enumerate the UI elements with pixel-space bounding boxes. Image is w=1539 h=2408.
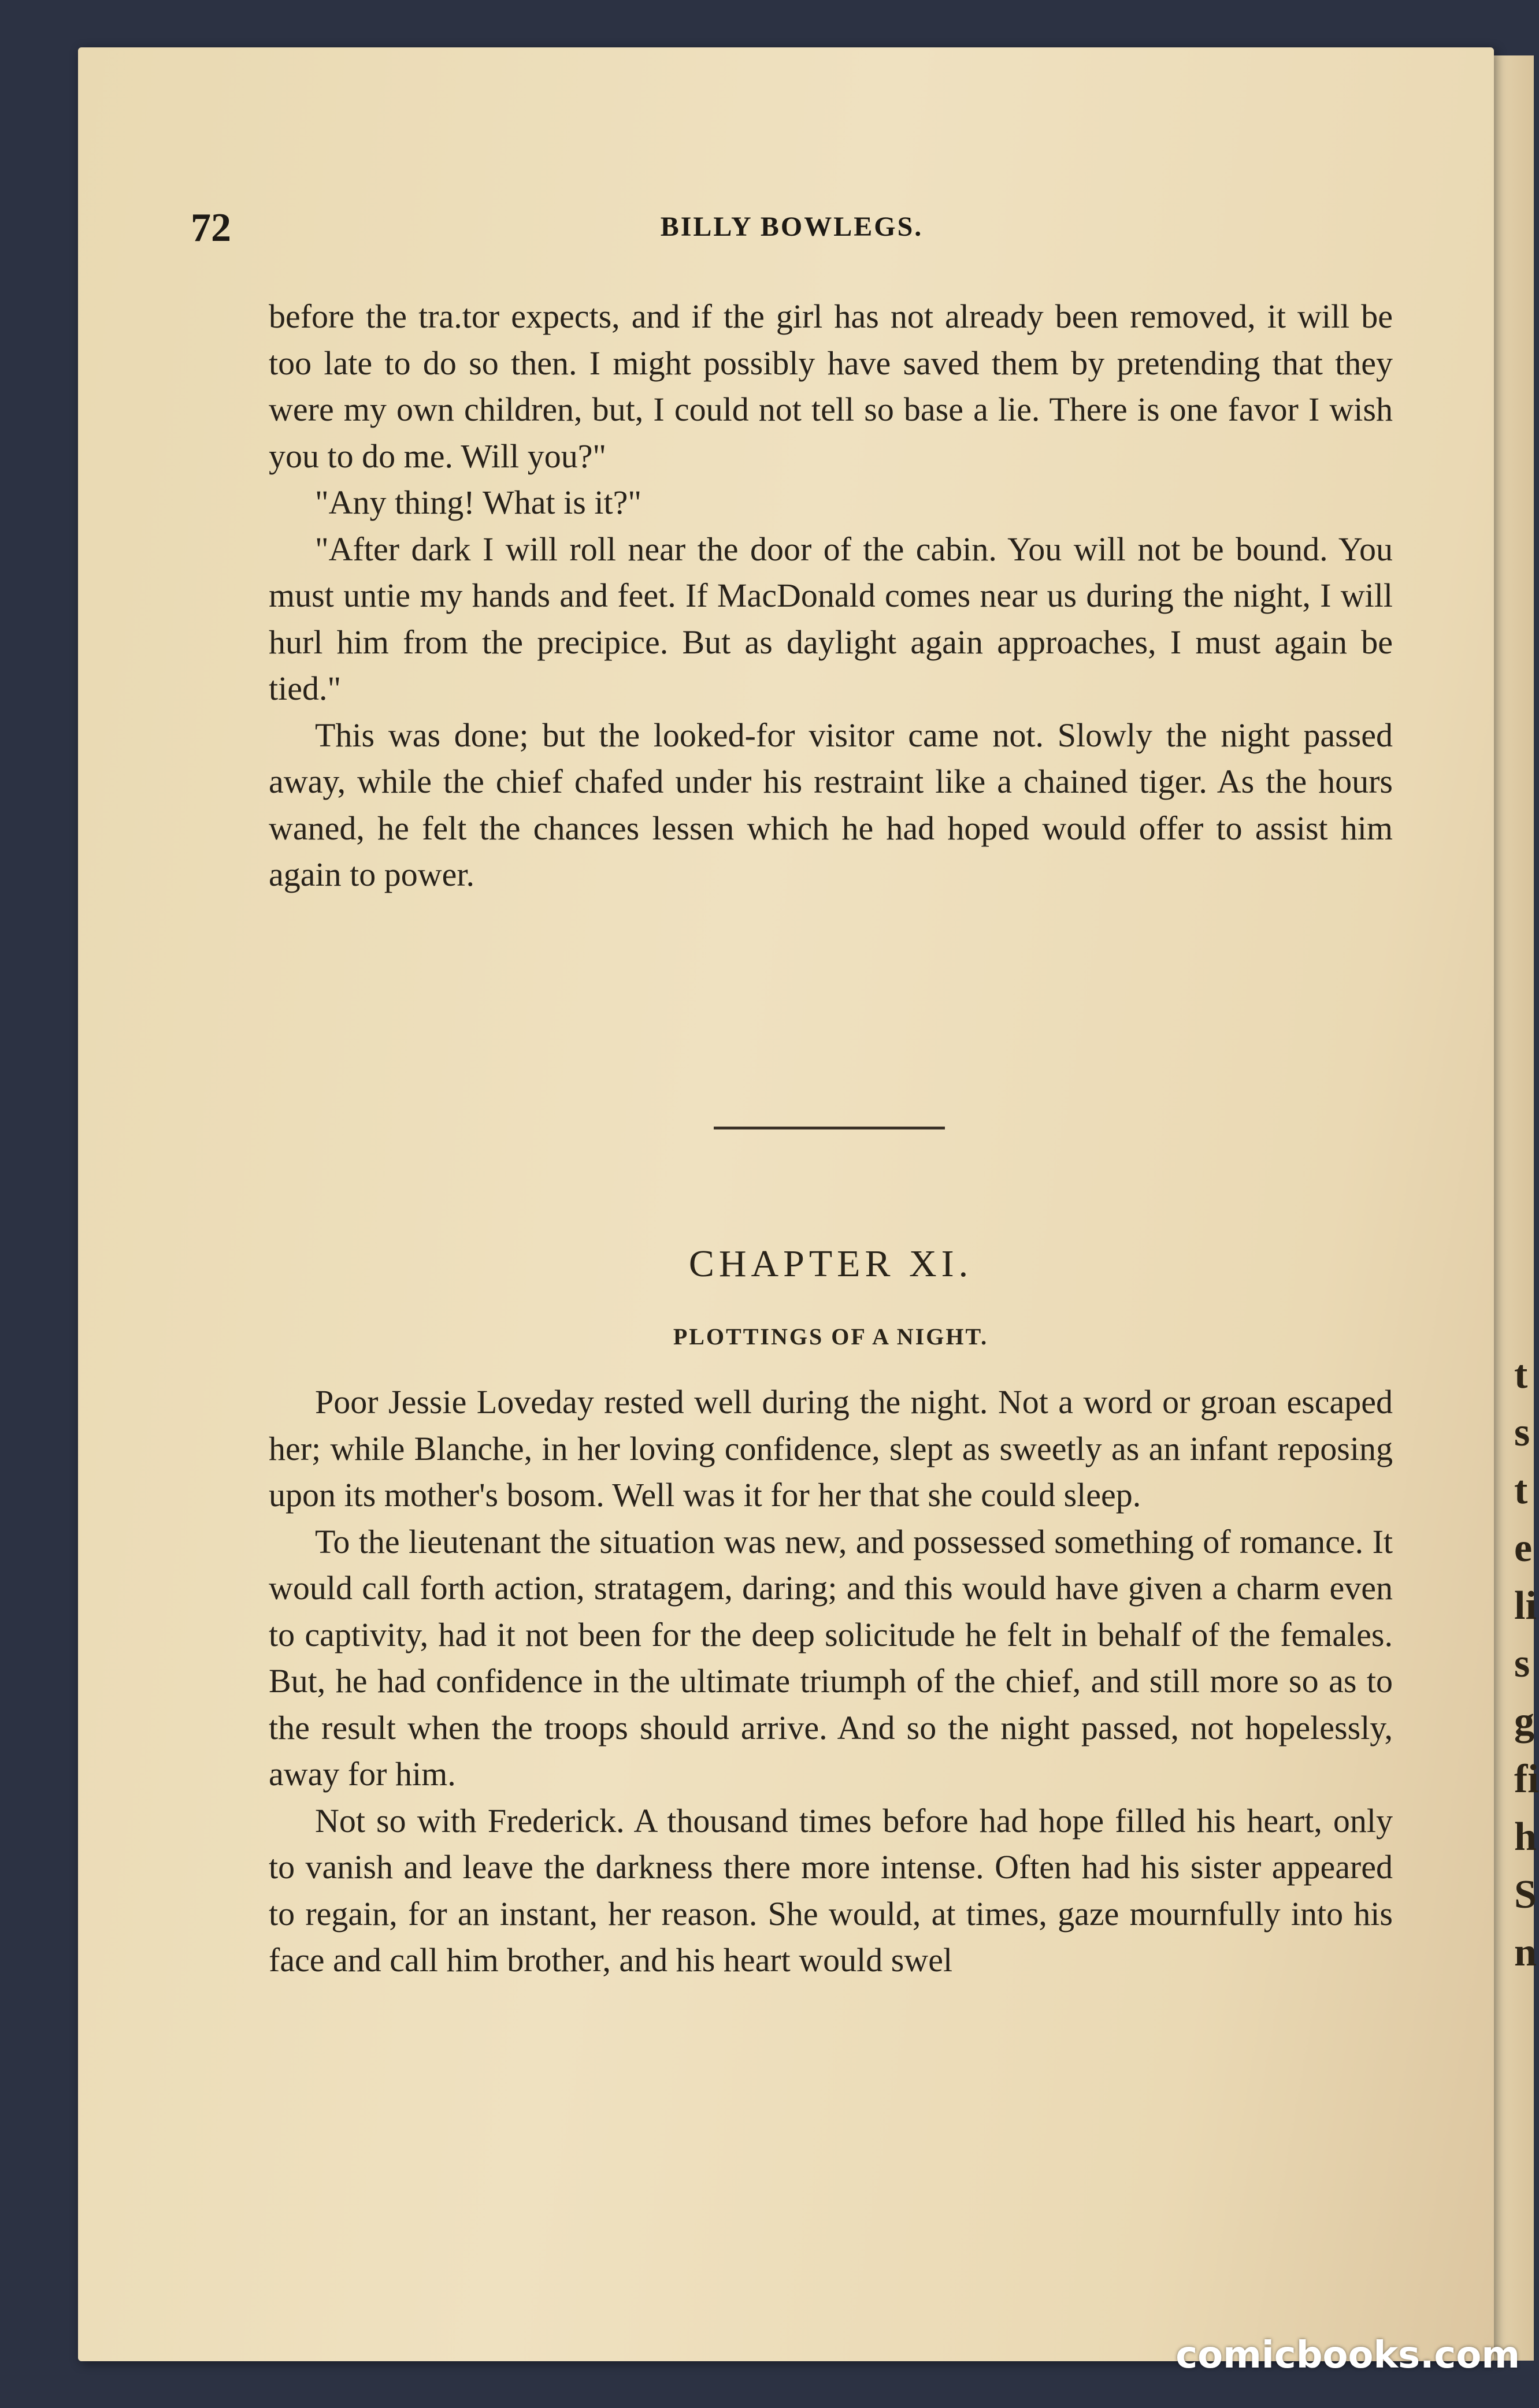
book-title: BILLY BOWLEGS.: [660, 211, 924, 242]
chapter-title: CHAPTER XI.: [688, 1243, 973, 1285]
paragraph: "Any thing! What is it?": [315, 484, 641, 521]
page-number: 72: [191, 206, 231, 250]
running-head: [191, 205, 1393, 251]
section-divider-rule: [714, 1127, 945, 1129]
text-block-chapter: [269, 1379, 1393, 1984]
paragraph: "After dark I will roll near the door of the cabin. You will not be bound. You must untie my hands and feet. If MacDonald comes near us during the night, I will hurl him from the precipice. But as daylight again approaches, I must again be tied.": [269, 530, 1393, 707]
watermark: comicbooks.com: [1175, 2334, 1520, 2377]
paragraph: before the tra.tor expects, and if the girl has not already been removed, it will be too late to do so then. I might possibly have saved them by pretending that they were my own children, but, I could not tell so base a lie. There is one favor I wish you to do me. Will you?": [269, 298, 1393, 475]
paragraph: To the lieutenant the situation was new, and possessed something of romance. It would call forth action, stratagem, daring; and this would have given a charm even to captivity, had it not been for the deep solicitude he felt in behalf of the females. But, he had confidence in the ultimate triumph of the chief, and still more so as to the result when the troops should arrive. And so the night passed, not hopelessly, away for him.: [269, 1522, 1393, 1793]
paragraph: Poor Jessie Loveday rested well during the night. Not a word or groan escaped her; while Blanche, in her loving confidence, slept as sweetly as an infant reposing upon its mother's bosom. Well was it for her that she could sleep.: [269, 1383, 1393, 1514]
chapter-subtitle: PLOTTINGS OF A NIGHT.: [673, 1324, 989, 1350]
adjacent-page-letters: t s t e li s g fi h S n: [1514, 1352, 1539, 1975]
paragraph: This was done; but the looked-for visitor came not. Slowly the night passed away, while the chief chafed under his restraint like a chained tiger. As the hours waned, he felt the chances lessen which he had hoped would offer to assist him again to power.: [269, 716, 1393, 893]
text-block-before-chapter: [269, 293, 1393, 898]
paragraph: Not so with Frederick. A thousand times before had hope filled his heart, only to vanish and leave the darkness there more intense. Often had his sister appeared to regain, for an instant, her reason. She would, at times, gaze mournfully into his face and call him brother, and his heart would swel: [269, 1801, 1393, 1979]
